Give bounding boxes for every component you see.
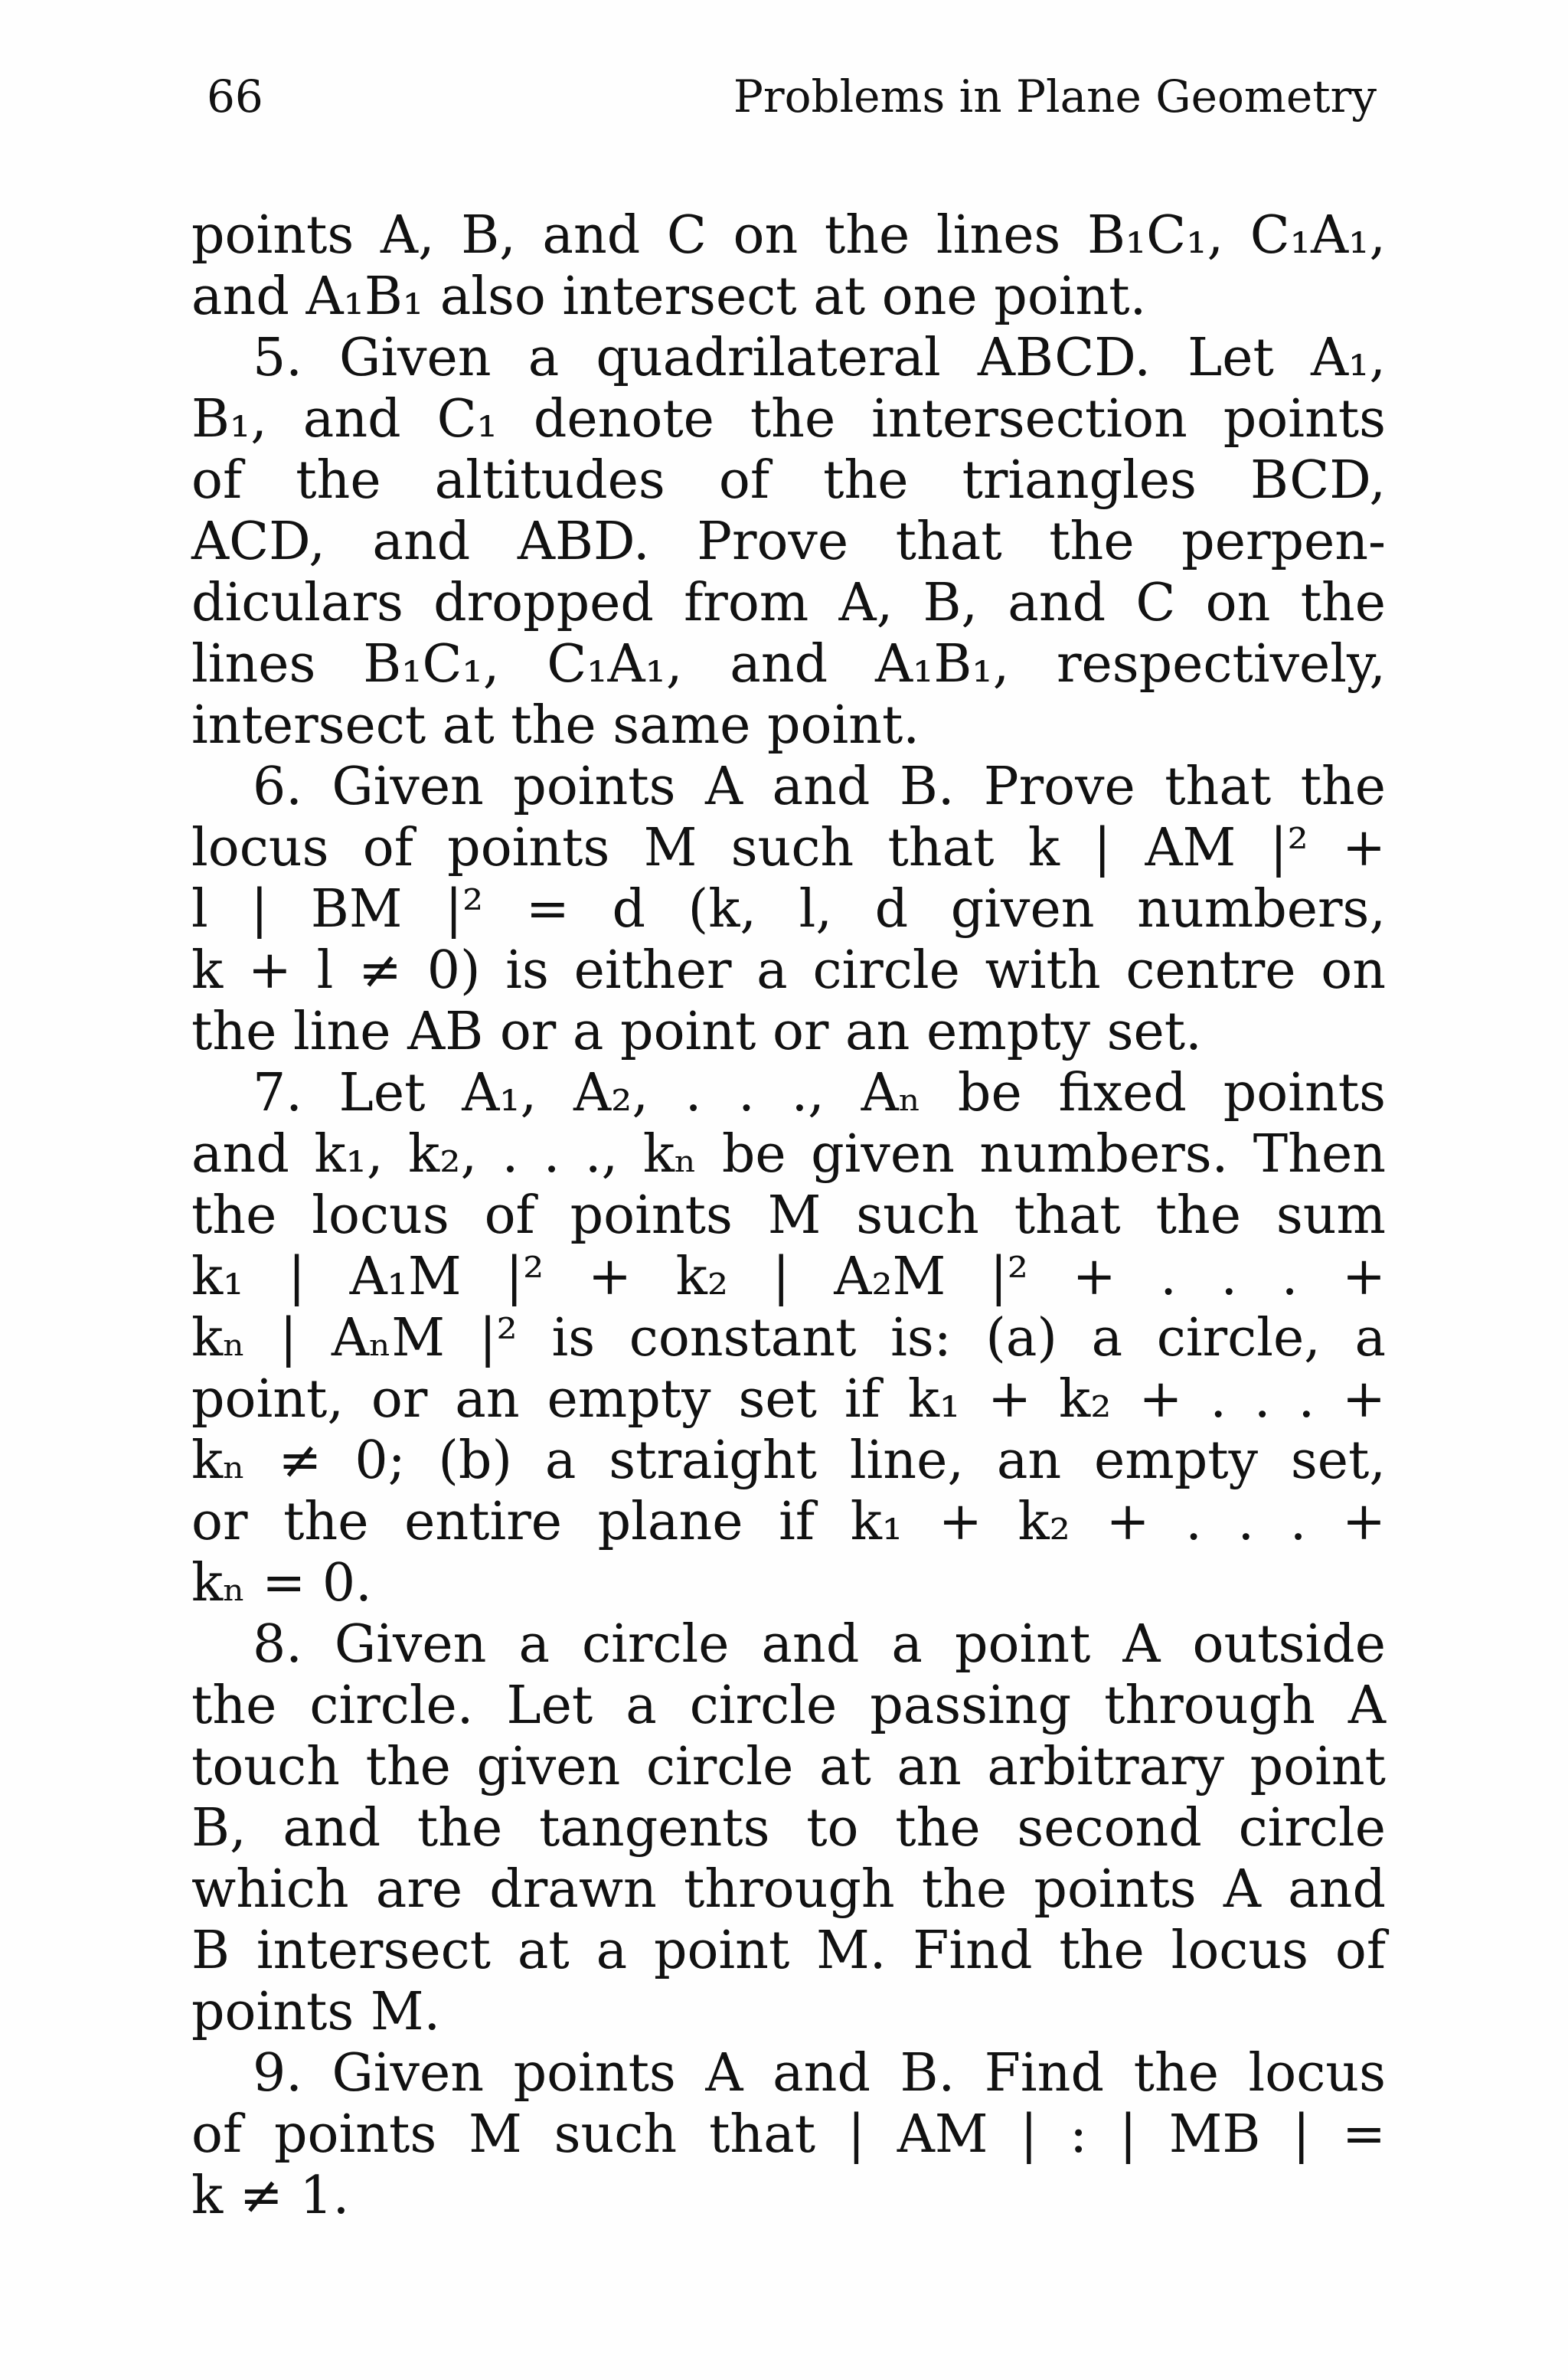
text-line: B₁, and C₁ denote the intersection points [191, 389, 1386, 450]
running-head [207, 70, 1377, 132]
text-line: k + l ≠ 0) is either a circle with centre on [191, 940, 1386, 1001]
running-title: Problems in Plane Geometry [733, 70, 1377, 123]
text-line: touch the given circle at an arbitrary point [191, 1737, 1386, 1797]
text-line: B intersect at a point M. Find the locus of [191, 1921, 1386, 1981]
text-line: of points M such that | AM | : | MB | = [191, 2104, 1386, 2165]
text-line: diculars dropped from A, B, and C on the [191, 573, 1386, 633]
text-line: and k₁, k₂, . . ., kₙ be given numbers. Then [191, 1124, 1386, 1185]
problem-5-start: 5. Given a quadrilateral ABCD. Let A₁, [253, 328, 1386, 388]
text-line: kₙ = 0. [191, 1553, 372, 1613]
text-line: ACD, and ABD. Prove that the perpen- [191, 512, 1386, 572]
text-line: k ≠ 1. [191, 2166, 350, 2226]
text-line: lines B₁C₁, C₁A₁, and A₁B₁, respectively, [191, 634, 1386, 695]
text-line: intersect at the same point. [191, 695, 920, 756]
text-line: the line AB or a point or an empty set. [191, 1002, 1202, 1062]
text-line: point, or an empty set if k₁ + k₂ + . . . + [191, 1369, 1386, 1430]
text-line: the circle. Let a circle passing through A [191, 1675, 1386, 1736]
text-line: points A, B, and C on the lines B₁C₁, C₁A₁, [191, 205, 1386, 266]
problem-6-start: 6. Given points A and B. Prove that the [253, 757, 1386, 817]
page-number: 66 [207, 70, 263, 123]
text-line: which are drawn through the points A and [191, 1859, 1386, 1920]
text-line: and A₁B₁ also intersect at one point. [191, 266, 1147, 327]
problem-8-start: 8. Given a circle and a point A outside [253, 1614, 1386, 1675]
text-line: B, and the tangents to the second circle [191, 1798, 1386, 1859]
text-line: locus of points M such that k | AM |² + [191, 818, 1386, 878]
text-line: l | BM |² = d (k, l, d given numbers, [191, 879, 1386, 940]
problem-9-start: 9. Given points A and B. Find the locus [253, 2043, 1386, 2104]
text-line: points M. [191, 1982, 441, 2042]
text-line: kₙ | AₙM |² is constant is: (a) a circle, a [191, 1308, 1386, 1368]
text-line: kₙ ≠ 0; (b) a straight line, an empty set, [191, 1430, 1386, 1491]
problem-7-start: 7. Let A₁, A₂, . . ., Aₙ be fixed points [253, 1063, 1386, 1123]
text-line: or the entire plane if k₁ + k₂ + . . . + [191, 1492, 1386, 1552]
text-line: of the altitudes of the triangles BCD, [191, 450, 1386, 511]
page-body [191, 205, 1386, 2227]
text-line: the locus of points M such that the sum [191, 1185, 1386, 1246]
text-line: k₁ | A₁M |² + k₂ | A₂M |² + . . . + [191, 1247, 1386, 1307]
